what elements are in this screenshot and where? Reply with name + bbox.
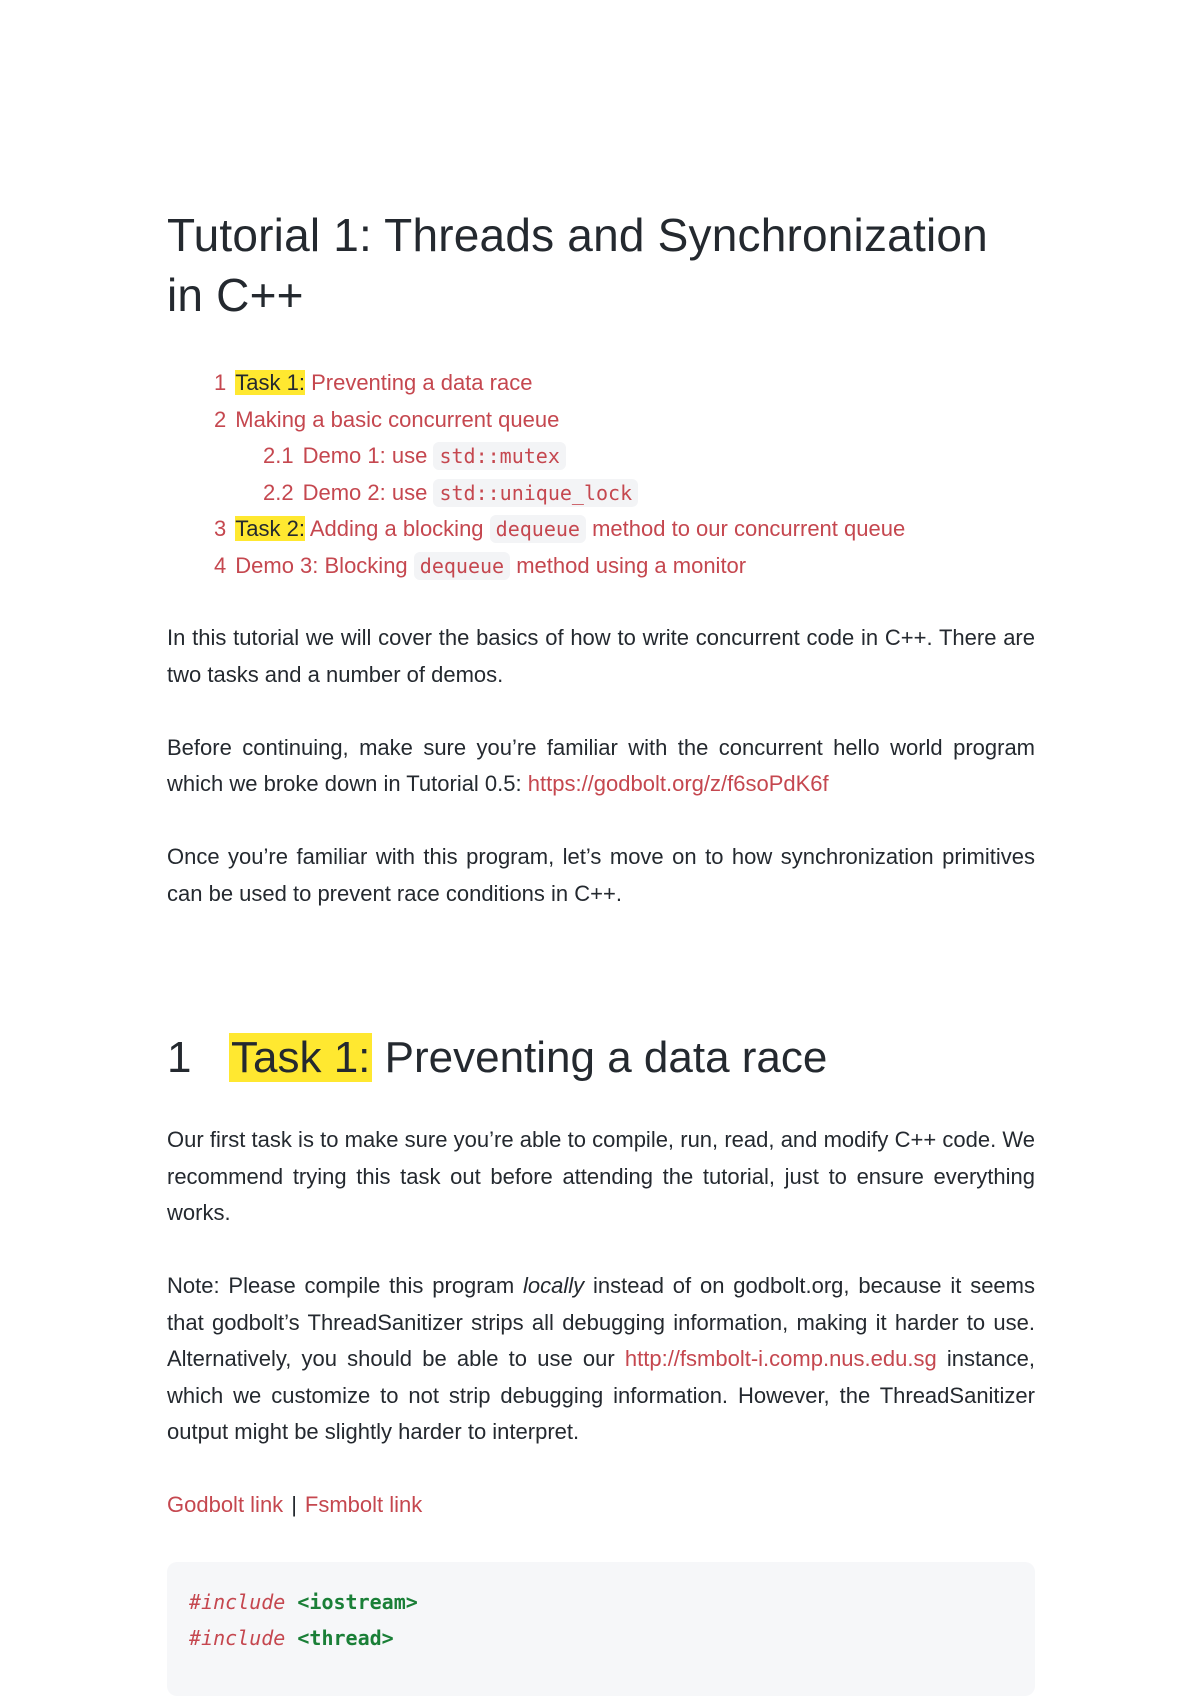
note-text: instance, which we customize to not strip debugging information. However, the ThreadSanitizer output might be slightly harder to interpret. — [167, 1346, 1035, 1444]
toc-item-3[interactable] — [167, 511, 1035, 548]
code-directive: #include — [189, 1589, 286, 1614]
link-separator: | — [291, 1492, 297, 1517]
toc-highlight: Task 1: — [235, 370, 305, 395]
fsmbolt-url-link[interactable]: http://fsmbolt-i.comp.nus.edu.sg — [624, 1346, 937, 1371]
toc-link-text[interactable]: method using a monitor — [516, 552, 747, 578]
toc-number: 1 — [214, 370, 227, 395]
toc-inline-code: dequeue — [490, 515, 586, 543]
toc-link-text[interactable]: Making a basic concurrent queue — [235, 406, 560, 432]
code-header: <thread> — [297, 1625, 394, 1650]
toc-number: 2.1 — [263, 443, 294, 468]
toc-item-2-2[interactable] — [167, 475, 1035, 512]
toc-link-text[interactable]: Demo 3: Blocking — [235, 552, 408, 578]
toc-link-text[interactable]: Preventing a data race — [311, 370, 533, 395]
task-paragraph: Our first task is to make sure you’re able to compile, run, read, and modify C++ code. We recommend trying this task out before attending the tutorial, just to ensure everything works. — [167, 1127, 1035, 1225]
section-heading-task-1 — [167, 1030, 1035, 1086]
note-text: Note: Please compile this program — [167, 1273, 515, 1298]
toc-link-text[interactable]: Adding a blocking — [309, 516, 484, 541]
code-links-line — [167, 1487, 1035, 1524]
section-number: 1 — [167, 1033, 192, 1082]
toc-link-text[interactable]: method to our concurrent queue — [592, 516, 906, 541]
toc-item-2[interactable] — [167, 402, 1035, 439]
toc-item-4[interactable] — [167, 548, 1035, 585]
document-page — [167, 205, 1035, 1696]
toc-inline-code: dequeue — [414, 552, 510, 580]
section-highlight: Task 1: — [231, 1033, 371, 1082]
toc-link-text[interactable]: Demo 2: use — [302, 479, 428, 505]
section-title: Preventing a data race — [384, 1033, 828, 1082]
code-line — [189, 1584, 1013, 1620]
note-emphasis: locally — [523, 1273, 585, 1298]
code-directive: #include — [189, 1625, 286, 1650]
godbolt-url-link[interactable]: https://godbolt.org/z/f6soPdK6f — [527, 771, 829, 796]
intro-paragraph-next: Once you’re familiar with this program, let’s move on to how synchronization primitives can be used to prevent race conditions in C++. — [167, 844, 1035, 906]
toc-inline-code: std::unique_lock — [433, 479, 638, 507]
paragraph-text: Before continuing, make sure you’re familiar with the concurrent hello world program which we broke down in Tutorial 0.5: — [167, 734, 1035, 796]
toc-inline-code: std::mutex — [433, 442, 565, 470]
toc-number: 2.2 — [263, 479, 294, 505]
intro-paragraph: In this tutorial we will cover the basics of how to write concurrent code in C++. There are two tasks and a number of demos. — [167, 625, 1035, 687]
note-text: instead of on godbolt.org, because it seems that godbolt’s ThreadSanitizer strips all debugging information, making it harder to use. Alternatively, you should be able to use our — [167, 1273, 1035, 1371]
note-paragraph — [167, 1268, 1035, 1451]
toc-number: 3 — [214, 516, 227, 541]
toc-number: 4 — [214, 552, 227, 578]
toc-link-text[interactable]: Demo 1: use — [302, 443, 428, 468]
toc-item-2-1[interactable] — [167, 438, 1035, 475]
intro-paragraph-prereq — [167, 730, 1035, 803]
toc-highlight: Task 2: — [235, 516, 305, 541]
toc-number: 2 — [214, 406, 227, 432]
code-line — [189, 1620, 1013, 1656]
code-header: <iostream> — [297, 1589, 418, 1614]
code-block[interactable] — [167, 1562, 1035, 1696]
page-title: Tutorial 1: Threads and Synchronization in C++ — [167, 209, 988, 321]
table-of-contents — [167, 365, 1035, 584]
toc-item-1[interactable] — [167, 365, 1035, 402]
godbolt-link[interactable]: Godbolt link — [167, 1492, 284, 1517]
fsmbolt-link[interactable]: Fsmbolt link — [304, 1492, 423, 1517]
